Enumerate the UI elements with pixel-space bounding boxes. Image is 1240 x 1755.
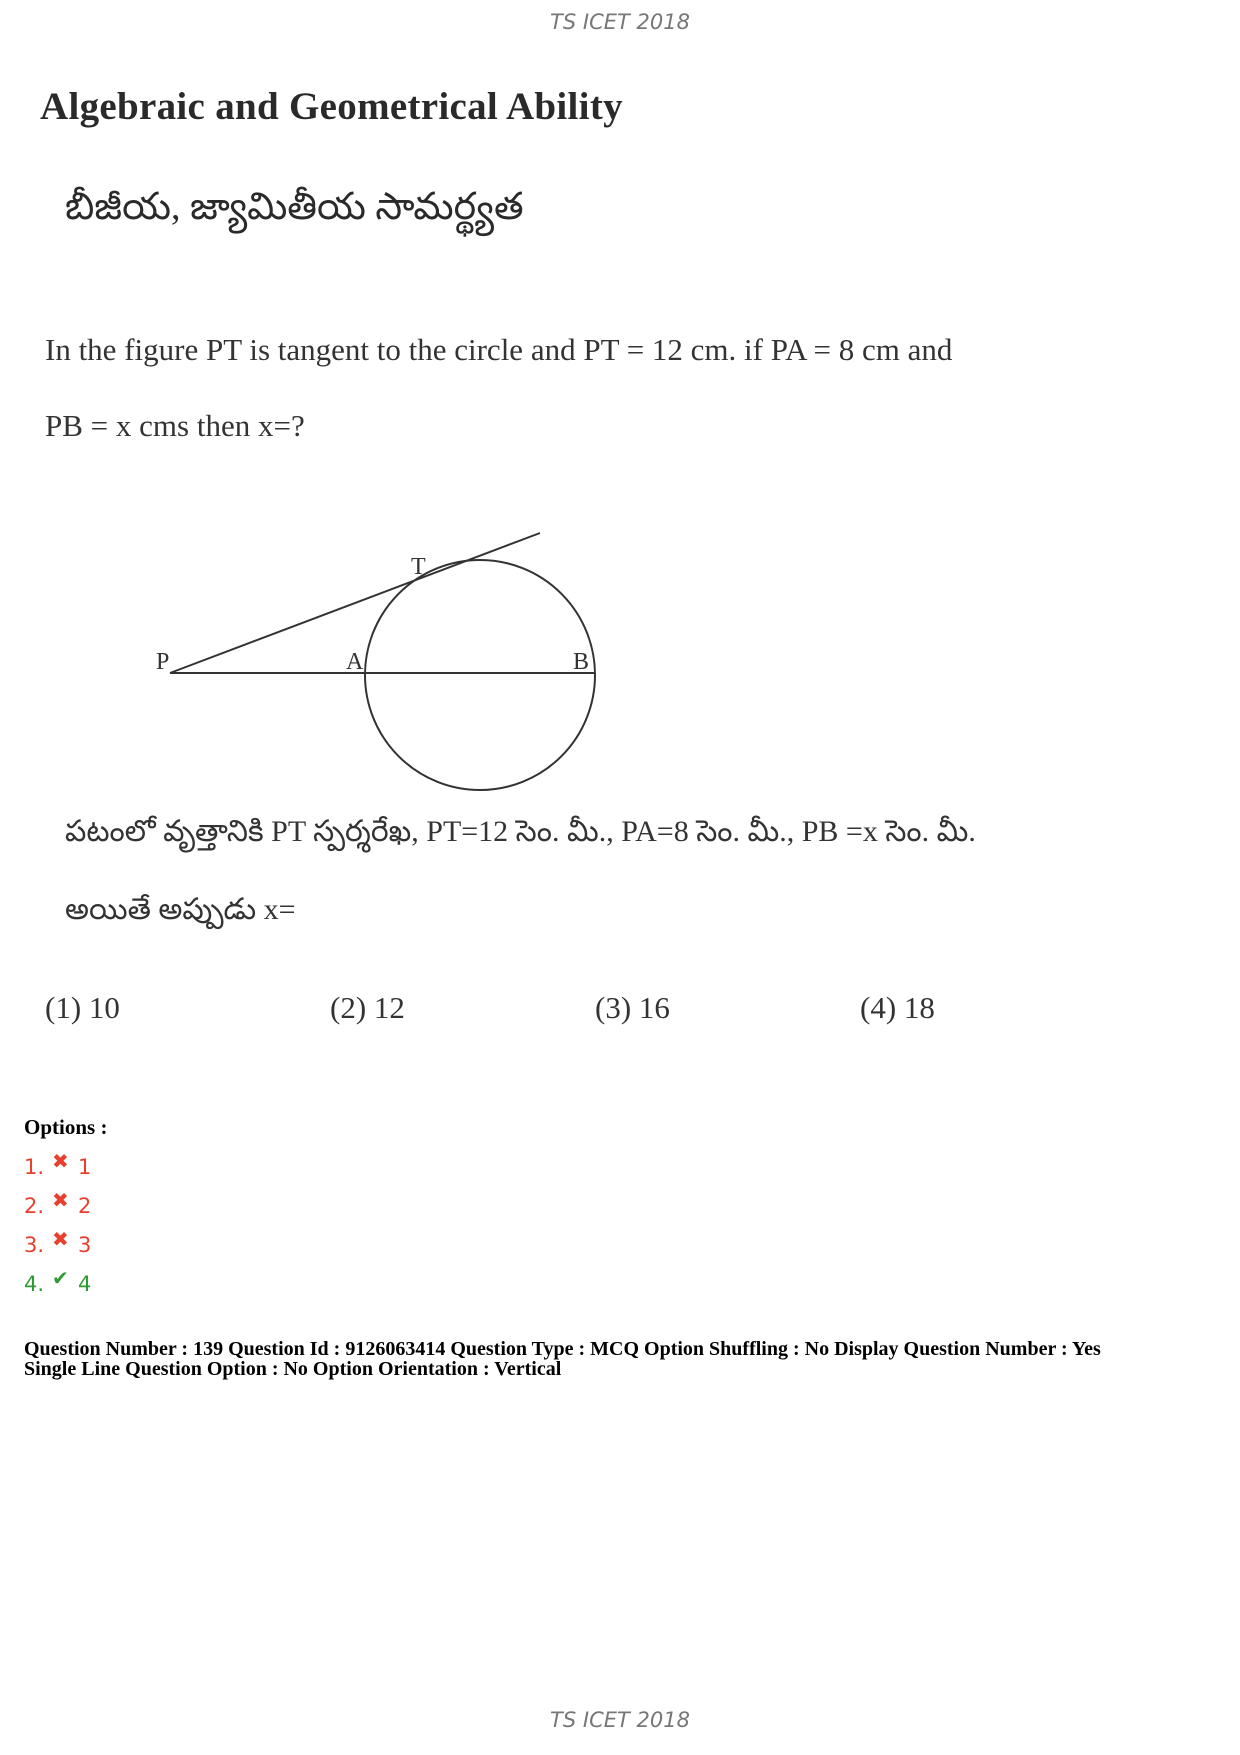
cross-icon: ✖ — [52, 1227, 69, 1251]
page-header: TS ICET 2018 — [550, 10, 690, 34]
section-title-telugu: బీజీయ, జ్యామితీయ సామర్థ్యత — [65, 186, 524, 228]
option-value: 2 — [78, 1194, 92, 1218]
option-value: 1 — [78, 1155, 92, 1179]
question-stem-line-2: PB = x cms then x=? — [45, 408, 305, 443]
cross-icon: ✖ — [52, 1188, 69, 1212]
check-icon: ✔ — [52, 1266, 69, 1290]
choice-3: (3) 16 — [595, 990, 670, 1025]
question-meta-line-2: Single Line Question Option : No Option Orientation : Vertical — [24, 1358, 562, 1380]
telugu-question-line-2: అయితే అప్పుడు x= — [65, 893, 296, 926]
option-1 — [24, 1149, 92, 1182]
label-b: B — [573, 649, 590, 675]
telugu-question-line-1: పటంలో వృత్తానికి PT స్పర్శరేఖ, PT=12 సెం. మీ., PA=8 సెం. మీ., PB =x సెం. మీ. — [65, 815, 976, 848]
option-number: 4. — [24, 1272, 45, 1296]
cross-icon: ✖ — [52, 1149, 69, 1173]
choice-4: (4) 18 — [860, 990, 935, 1025]
tangent-circle-figure — [130, 510, 690, 810]
option-value: 4 — [78, 1272, 92, 1296]
label-p: P — [156, 649, 170, 675]
option-4 — [24, 1266, 92, 1299]
choice-1: (1) 10 — [45, 990, 120, 1025]
option-number: 3. — [24, 1233, 45, 1257]
section-title: Algebraic and Geometrical Ability — [40, 85, 623, 128]
question-image — [30, 70, 1160, 1060]
option-number: 1. — [24, 1155, 45, 1179]
label-t: T — [411, 554, 426, 580]
page-footer: TS ICET 2018 — [550, 1708, 690, 1732]
option-number: 2. — [24, 1194, 45, 1218]
option-value: 3 — [78, 1233, 92, 1257]
choice-2: (2) 12 — [330, 990, 405, 1025]
circle — [365, 560, 595, 790]
options-title: Options : — [24, 1115, 108, 1139]
question-meta-line-1: Question Number : 139 Question Id : 9126063414 Question Type : MCQ Option Shuffling : No Display Question Number : Yes — [24, 1338, 1101, 1360]
option-2 — [24, 1188, 92, 1221]
option-3 — [24, 1227, 92, 1260]
label-a: A — [346, 649, 364, 675]
question-stem-line-1: In the figure PT is tangent to the circle and PT = 12 cm. if PA = 8 cm and — [45, 332, 953, 367]
